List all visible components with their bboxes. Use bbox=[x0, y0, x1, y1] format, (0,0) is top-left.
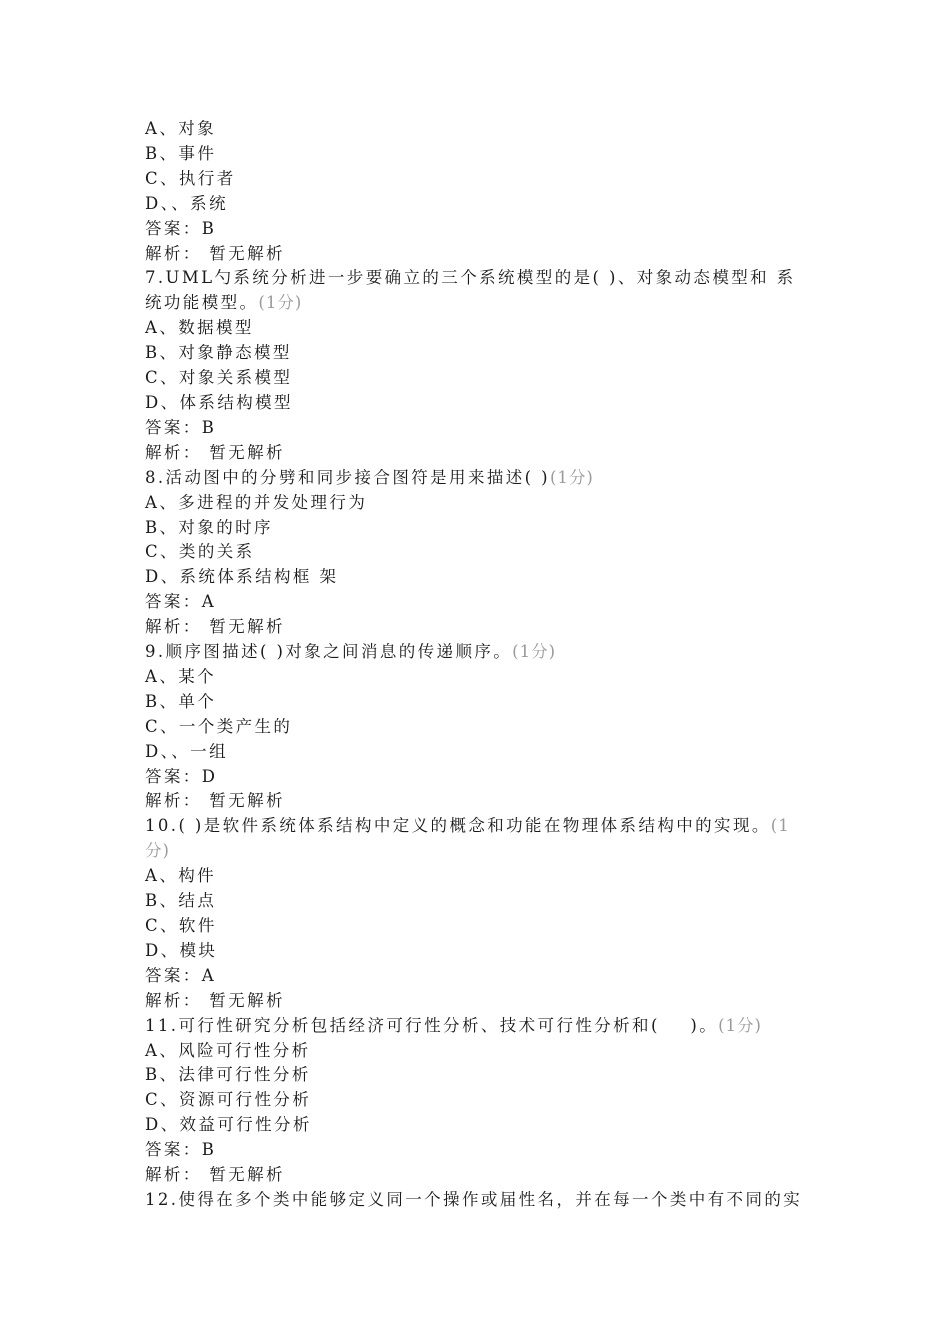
text-line bbox=[145, 914, 810, 939]
line-text: B、事件 bbox=[145, 143, 217, 163]
line-text: B、法律可行性分析 bbox=[145, 1065, 311, 1085]
line-text: C、对象关系模型 bbox=[145, 368, 293, 388]
document-page bbox=[145, 117, 810, 1213]
line-text: 答案：D bbox=[145, 766, 218, 786]
line-text: 答案：A bbox=[145, 965, 217, 985]
line-text: D、、系统 bbox=[145, 193, 228, 213]
text-line bbox=[145, 740, 810, 765]
line-text: A、多进程的并发处理行为 bbox=[145, 492, 368, 512]
line-text: 解析： 暂无解析 bbox=[145, 990, 285, 1010]
line-text: 答案：B bbox=[145, 1140, 217, 1160]
text-line bbox=[145, 192, 810, 217]
line-text: 统功能模型。 bbox=[145, 293, 259, 313]
text-line bbox=[145, 864, 810, 889]
text-line bbox=[145, 1113, 810, 1138]
line-text: A、某个 bbox=[145, 666, 217, 686]
line-text: 解析： 暂无解析 bbox=[145, 243, 285, 263]
text-line bbox=[145, 117, 810, 142]
line-text: 答案：B bbox=[145, 218, 217, 238]
text-line bbox=[145, 291, 810, 316]
line-text: 答案：B bbox=[145, 417, 217, 437]
line-text: D、系统体系结构框 架 bbox=[145, 567, 339, 587]
text-line bbox=[145, 814, 810, 839]
line-text: 9.顺序图描述( )对象之间消息的传递顺序。 bbox=[145, 642, 513, 662]
score-label: (1分) bbox=[258, 293, 303, 313]
line-text: C、软件 bbox=[145, 916, 217, 935]
text-line bbox=[145, 391, 810, 416]
line-text: D、效益可行性分析 bbox=[145, 1115, 312, 1135]
text-line bbox=[145, 1163, 810, 1188]
text-line bbox=[145, 765, 810, 790]
line-text: 解析： 暂无解析 bbox=[145, 1165, 285, 1185]
text-line bbox=[145, 466, 810, 491]
text-line bbox=[145, 964, 810, 989]
text-line bbox=[145, 715, 810, 740]
text-line bbox=[145, 491, 810, 516]
text-line bbox=[145, 939, 810, 964]
text-line bbox=[145, 1188, 810, 1213]
text-line bbox=[145, 516, 810, 541]
text-line bbox=[145, 167, 810, 192]
line-text: 11.可行性研究分析包括经济可行性分析、技术可行性分析和( )。 bbox=[145, 1015, 719, 1035]
text-line bbox=[145, 690, 810, 715]
line-text: 解析： 暂无解析 bbox=[145, 791, 285, 811]
line-text: A、数据模型 bbox=[145, 318, 254, 338]
line-text: 解析： 暂无解析 bbox=[145, 442, 285, 462]
line-text: B、对象静态模型 bbox=[145, 343, 292, 363]
line-text: D、模块 bbox=[145, 940, 218, 960]
text-line bbox=[145, 142, 810, 167]
line-text: C、资源可行性分析 bbox=[145, 1090, 312, 1110]
line-text: D、、一组 bbox=[145, 741, 228, 761]
text-line bbox=[145, 989, 810, 1014]
line-text: 8.活动图中的分劈和同步接合图符是用来描述( ) bbox=[145, 467, 550, 487]
text-line bbox=[145, 217, 810, 242]
line-text: 10.( )是软件系统体系结构中定义的概念和功能在物理体系结构中的实现。 bbox=[145, 816, 771, 836]
line-text: A、构件 bbox=[145, 866, 217, 886]
text-line bbox=[145, 266, 810, 291]
score-label: (1分) bbox=[549, 467, 594, 487]
line-text: A、风险可行性分析 bbox=[145, 1040, 311, 1060]
text-line bbox=[145, 366, 810, 391]
score-label: (1分) bbox=[718, 1015, 762, 1035]
line-text: C、类的关系 bbox=[145, 542, 255, 562]
line-text: D、体系结构模型 bbox=[145, 392, 293, 412]
text-line bbox=[145, 341, 810, 366]
line-text: A、对象 bbox=[145, 119, 217, 138]
text-line bbox=[145, 839, 810, 864]
score-label: (1分) bbox=[512, 642, 557, 662]
line-text: B、单个 bbox=[145, 691, 217, 711]
text-line bbox=[145, 540, 810, 565]
line-text: 12.使得在多个类中能够定义同一个操作或届性名，并在每一个类中有不同的实 bbox=[145, 1189, 803, 1209]
text-line bbox=[145, 416, 810, 441]
score-label: 分) bbox=[145, 841, 170, 861]
text-line bbox=[145, 590, 810, 615]
line-text: B、结点 bbox=[145, 891, 217, 911]
line-text: C、执行者 bbox=[145, 168, 236, 188]
text-line bbox=[145, 242, 810, 267]
line-text: 解析： 暂无解析 bbox=[145, 617, 285, 637]
text-line bbox=[145, 1138, 810, 1163]
text-line bbox=[145, 565, 810, 590]
score-label: (1 bbox=[770, 816, 790, 836]
text-line bbox=[145, 889, 810, 914]
line-text: 7.UML勺系统分析进一步要确立的三个系统模型的是( )、对象动态模型和 系 bbox=[145, 268, 796, 288]
text-line bbox=[145, 640, 810, 665]
text-line bbox=[145, 316, 810, 341]
line-text: C、一个类产生的 bbox=[145, 716, 293, 736]
text-line bbox=[145, 789, 810, 814]
text-line bbox=[145, 1039, 810, 1064]
text-line bbox=[145, 441, 810, 466]
text-line bbox=[145, 1063, 810, 1088]
line-text: B、对象的时序 bbox=[145, 517, 273, 537]
text-line bbox=[145, 665, 810, 690]
text-line bbox=[145, 1014, 810, 1039]
text-line bbox=[145, 1088, 810, 1113]
line-text: 答案：A bbox=[145, 592, 217, 612]
text-line bbox=[145, 615, 810, 640]
